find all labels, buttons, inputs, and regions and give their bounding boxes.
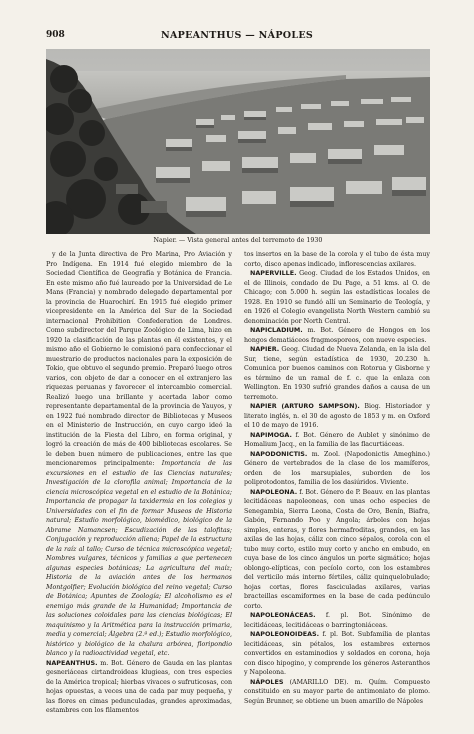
page-number: 908 <box>46 30 65 40</box>
works-list: Importancia de las excursiones en el estudio de las Ciencias naturales; Investigación de la clorofila animal; Importancia de la ciencia microscópica vegetal en el estudio de la Botánica; Importancia de propagar la taxidermia en los colegios y Universidades con el fin de formar Museos de Historia natural; Estudio morfológico, biomédico, biológico de la Abrame Namancsen; Escudización de las talofitas; Conjugación y reproducción aliena; Papel de la estructura de la raíz al tallo; Curso de técnica microscópica vegetal; Nombres vulgares, técnicos y familias a que pertenecen algunas especies botánicas; La agricultura del maíz; Historia de la aviación antes de los hermanos Montgolfier; Evolución biológica del reino vegetal; Curso de Botánica; Apuntes de Zoología; El alcoholismo es el enemigo más grande de la Humanidad; Importancia de las soluciones coloidales para las ciencias biológicas; El maquinismo y la Aritmética para la instrucción primaria, media y comercial; Álgebra (2.ª ed.); Estudio morfológico, histórico y biológico de la chalura arbórea, floripondio blanco y la radioactividad vegetal, etc. <box>46 460 232 657</box>
definition: (AMARILLO DE). m. Quím. Compuesto constituido en su mayor parte de antimoniato de plomo. Según Brunner, se obtiene un buen amarillo de Nápoles <box>244 678 430 705</box>
definition: m. Bot. Género de Gauda en las plantas gesneriáceas cirtandroideas klugieas, con tres especies de la América tropical; hierbas vivaces o sufruticosas, con hojas opuestas, a veces una de cada par muy pequeña, y las flores en cimas pedunculadas, grandes aproximadas, estambres con los filamentos <box>46 659 232 714</box>
headword: NAPOLEONA. <box>250 487 298 496</box>
running-head: NAPEANTHUS — NÁPOLES <box>160 30 314 41</box>
headword: NAPOLEONÁCEAS. <box>250 611 316 619</box>
headword: NAPODONICTIS. <box>250 449 308 458</box>
headword: NÁPOLES <box>250 677 284 686</box>
definition: f. Bot. Género de P. Beauv. en las plantas lecitidáceas napoleoneas, con unas ocho especies de Senegambia, Sierra Leona, Costa de Oro, Benín, Biafra, Gabón, Fernando Poo y Angola; árboles con hojas simples, enteras, y flores hermafroditas, grandes, en las axilas de las hojas, cáliz con cinco sépalos, corola con el tubo muy corto, estilo muy corto y ancho en embudo, en cuya base de los cinco ángulos un porte sigmático; hojas oblongo-elípticas, con pecíolo corto, con los estambres del verticilo más interno fértiles, cáliz quinquelobulado; hojas cortas, flores fasciculadas axilares, varias bracteillas escamiformes en la base de cada pedúnculo corto. <box>244 488 430 610</box>
definition: Biog. Historiador y literato inglés, n. el 30 de agosto de 1853 y m. en Oxford el 10 de mayo de 1916. <box>244 403 430 429</box>
definition: f. pl. Bot. Subfamilia de plantas lecitidáceas, sin pétalos, los estambres externos convertidos en estaminodios y soldados en corona, hoja con disco hipogino, y comprende los géneros Asteranthos y Napoleona. <box>244 631 430 676</box>
entry-napimoga <box>244 431 430 450</box>
photo-illustration <box>46 49 430 234</box>
biography-paragraph <box>46 250 232 659</box>
entry-napoleonoideas <box>244 630 430 678</box>
entry-napicladium <box>244 326 430 345</box>
headword: NAPOLEONOIDEAS. <box>250 630 320 638</box>
headword: NAPIER. <box>250 345 280 353</box>
headword: NAPERVILLE. <box>250 269 297 277</box>
entry-napoles <box>244 678 430 707</box>
entry-napoleona <box>244 488 430 612</box>
headword: NAPIER (ARTURO SAMPSON). <box>250 402 360 410</box>
definition: Geog. Ciudad de Nueva Zelanda, en la isla del Sur, tiene, según estadística de 1930, 20.230 h. Comunica por buenos caminos con Rotorua y Gisborne y es término de un ramal de f. c. que la enlaza con Wellington. En 1930 sufrió grandes daños a causa de un terremoto. <box>244 346 430 401</box>
page-header <box>46 30 428 42</box>
definition: m. Zool. (Napodonictis Ameghino.) Género de vertebrados de la clase de los mamíferos, orden de los marsupiales, suborden de los poliprotodontos, familia de los dasiúridos. Viviente. <box>244 450 430 486</box>
continued-text: tos insertos en la base de la corola y el tubo de ésta muy corto, disco apenas indicado, inflorescencias axilares. <box>244 251 430 268</box>
entry-napier <box>244 345 430 402</box>
entry-naperville <box>244 269 430 326</box>
entry-napoleonaceas <box>244 611 430 630</box>
napier-photograph <box>46 49 430 234</box>
headword: NAPEANTHUS. <box>46 658 98 667</box>
biography-text: y de la Junta directiva de Pro Marina, Pro Aviación y Pro Indígena. En 1914 fué elegido miembro de la Sociedad Científica de Geografía y Botánica de Francia. En este mismo año fué laureado por la Universidad de Le Mans (Francia) y nombrado delegado departamental por la provincia de Huarochirí. En 1915 fué elegido primer vicepresidente en la América del Sur de la Sociedad internacional Prohibition Confederation de Londres. Como subdirector del Parque Zoológico de Lima, hizo en 1920 la clasificación de las plantas en él existentes, y el mismo año el Gobierno le comisionó para confeccionar el muestrario de productos nacionales para la exposición de Tokio, que obtuvo el segundo premio. Preparó luego otros varios, con objeto de dar a conocer en el extranjero las riquezas peruanas y favorecer el intercambio comercial. Realizó luego una brillante y acertada labor como representante departamental de la provincia de Yauyos, y en 1922 fué nombrado director de Bibliotecas y Museos en el Ministerio de Instrucción, en cuyo cargo ideó la institución de la Fiesta del Libro, en forma original, y logró la creación de más de 400 bibliotecas escolares. Se le deben buen número de publicaciones, entre las que mencionaremos principalmente: <box>46 251 232 467</box>
headword: NAPICLADIUM. <box>250 326 303 334</box>
definition: f. pl. Bot. Sinónimo de lecitidáceas, lecitidáceas o barringtoniáceas. <box>244 612 430 629</box>
definition: m. Bot. Género de Hongos en los hongos dematiáceos fragmosporeos, con nueve especies. <box>244 327 430 344</box>
figure-caption: Napier. — Vista general antes del terremoto de 1930 <box>153 237 323 244</box>
entry-napeanthus <box>46 659 232 716</box>
right-column <box>244 250 430 706</box>
entry-napodonictis <box>244 450 430 488</box>
left-column <box>46 250 232 716</box>
entry-napier-arturo <box>244 402 430 431</box>
definition: f. Bot. Género de Aublet y sinónimo de Homalium Jacq., en la familia de las flacurtiáceas. <box>244 431 430 448</box>
definition: Geog. Ciudad de los Estados Unidos, en el de Illinois, condado de Du Page, a 51 kms. al O. de Chicago; con 5.000 h. según las estadísticas locales de 1928. En 1910 se fundó allí un Seminario de Teología, y en 1926 el Colegio evangelista North Western cambió su denominación por North Central. <box>244 270 430 325</box>
headword: NAPIMOGA. <box>250 430 292 439</box>
